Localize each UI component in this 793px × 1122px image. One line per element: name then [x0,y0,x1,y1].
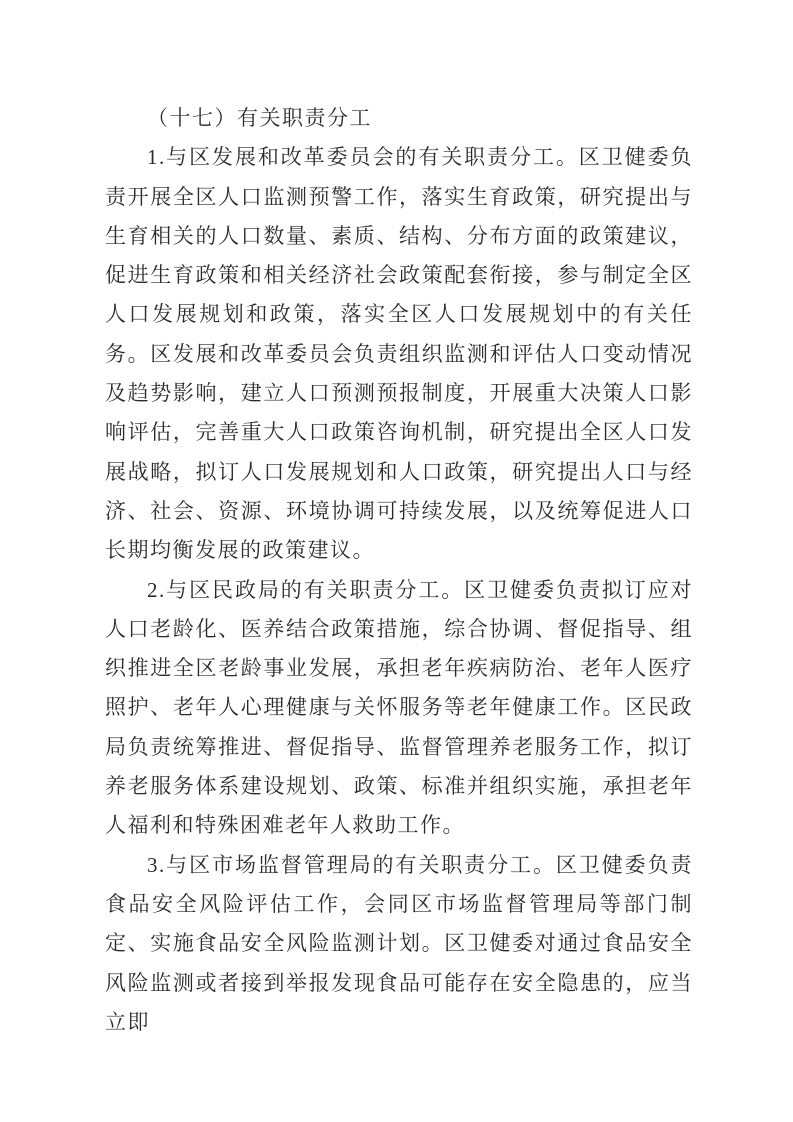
section-heading: （十七）有关职责分工 [147,106,372,130]
paragraph-responsibilities-development-reform: 1.与区发展和改革委员会的有关职责分工。区卫健委负责开展全区人口监测预警工作，落实生育政策，研究提出与生育相关的人口数量、素质、结构、分布方面的政策建议，促进生育政策和相关经济社会政策配套衔接，参与制定全区人口发展规划和政策，落实全区人口发展规划中的有关任务。区发展和改革委员会负责组织监测和评估人口变动情况及趋势影响，建立人口预测预报制度，开展重大决策人口影响评估，完善重大人口政策咨询机制，研究提出全区人口发展战略，拟订人口发展规划和人口政策，研究提出人口与经济、社会、资源、环境协调可持续发展，以及统筹促进人口长期均衡发展的政策建议。 [105,145,693,563]
document-content [105,99,693,1042]
paragraph-responsibilities-market-supervision: 3.与区市场监督管理局的有关职责分工。区卫健委负责食品安全风险评估工作，会同区市场监督管理局等部门制定、实施食品安全风险监测计划。区卫健委对通过食品安全风险监测或者接到举报发现食品可能存在安全隐患的，应当立即 [105,852,693,1034]
paragraph-responsibilities-civil-affairs: 2.与区民政局的有关职责分工。区卫健委负责拟订应对人口老龄化、医养结合政策措施，综合协调、督促指导、组织推进全区老龄事业发展，承担老年疾病防治、老年人医疗照护、老年人心理健康与关怀服务等老年健康工作。区民政局负责统筹推进、督促指导、监督管理养老服务工作，拟订养老服务体系建设规划、政策、标准并组织实施，承担老年人福利和特殊困难老年人救助工作。 [105,577,693,838]
